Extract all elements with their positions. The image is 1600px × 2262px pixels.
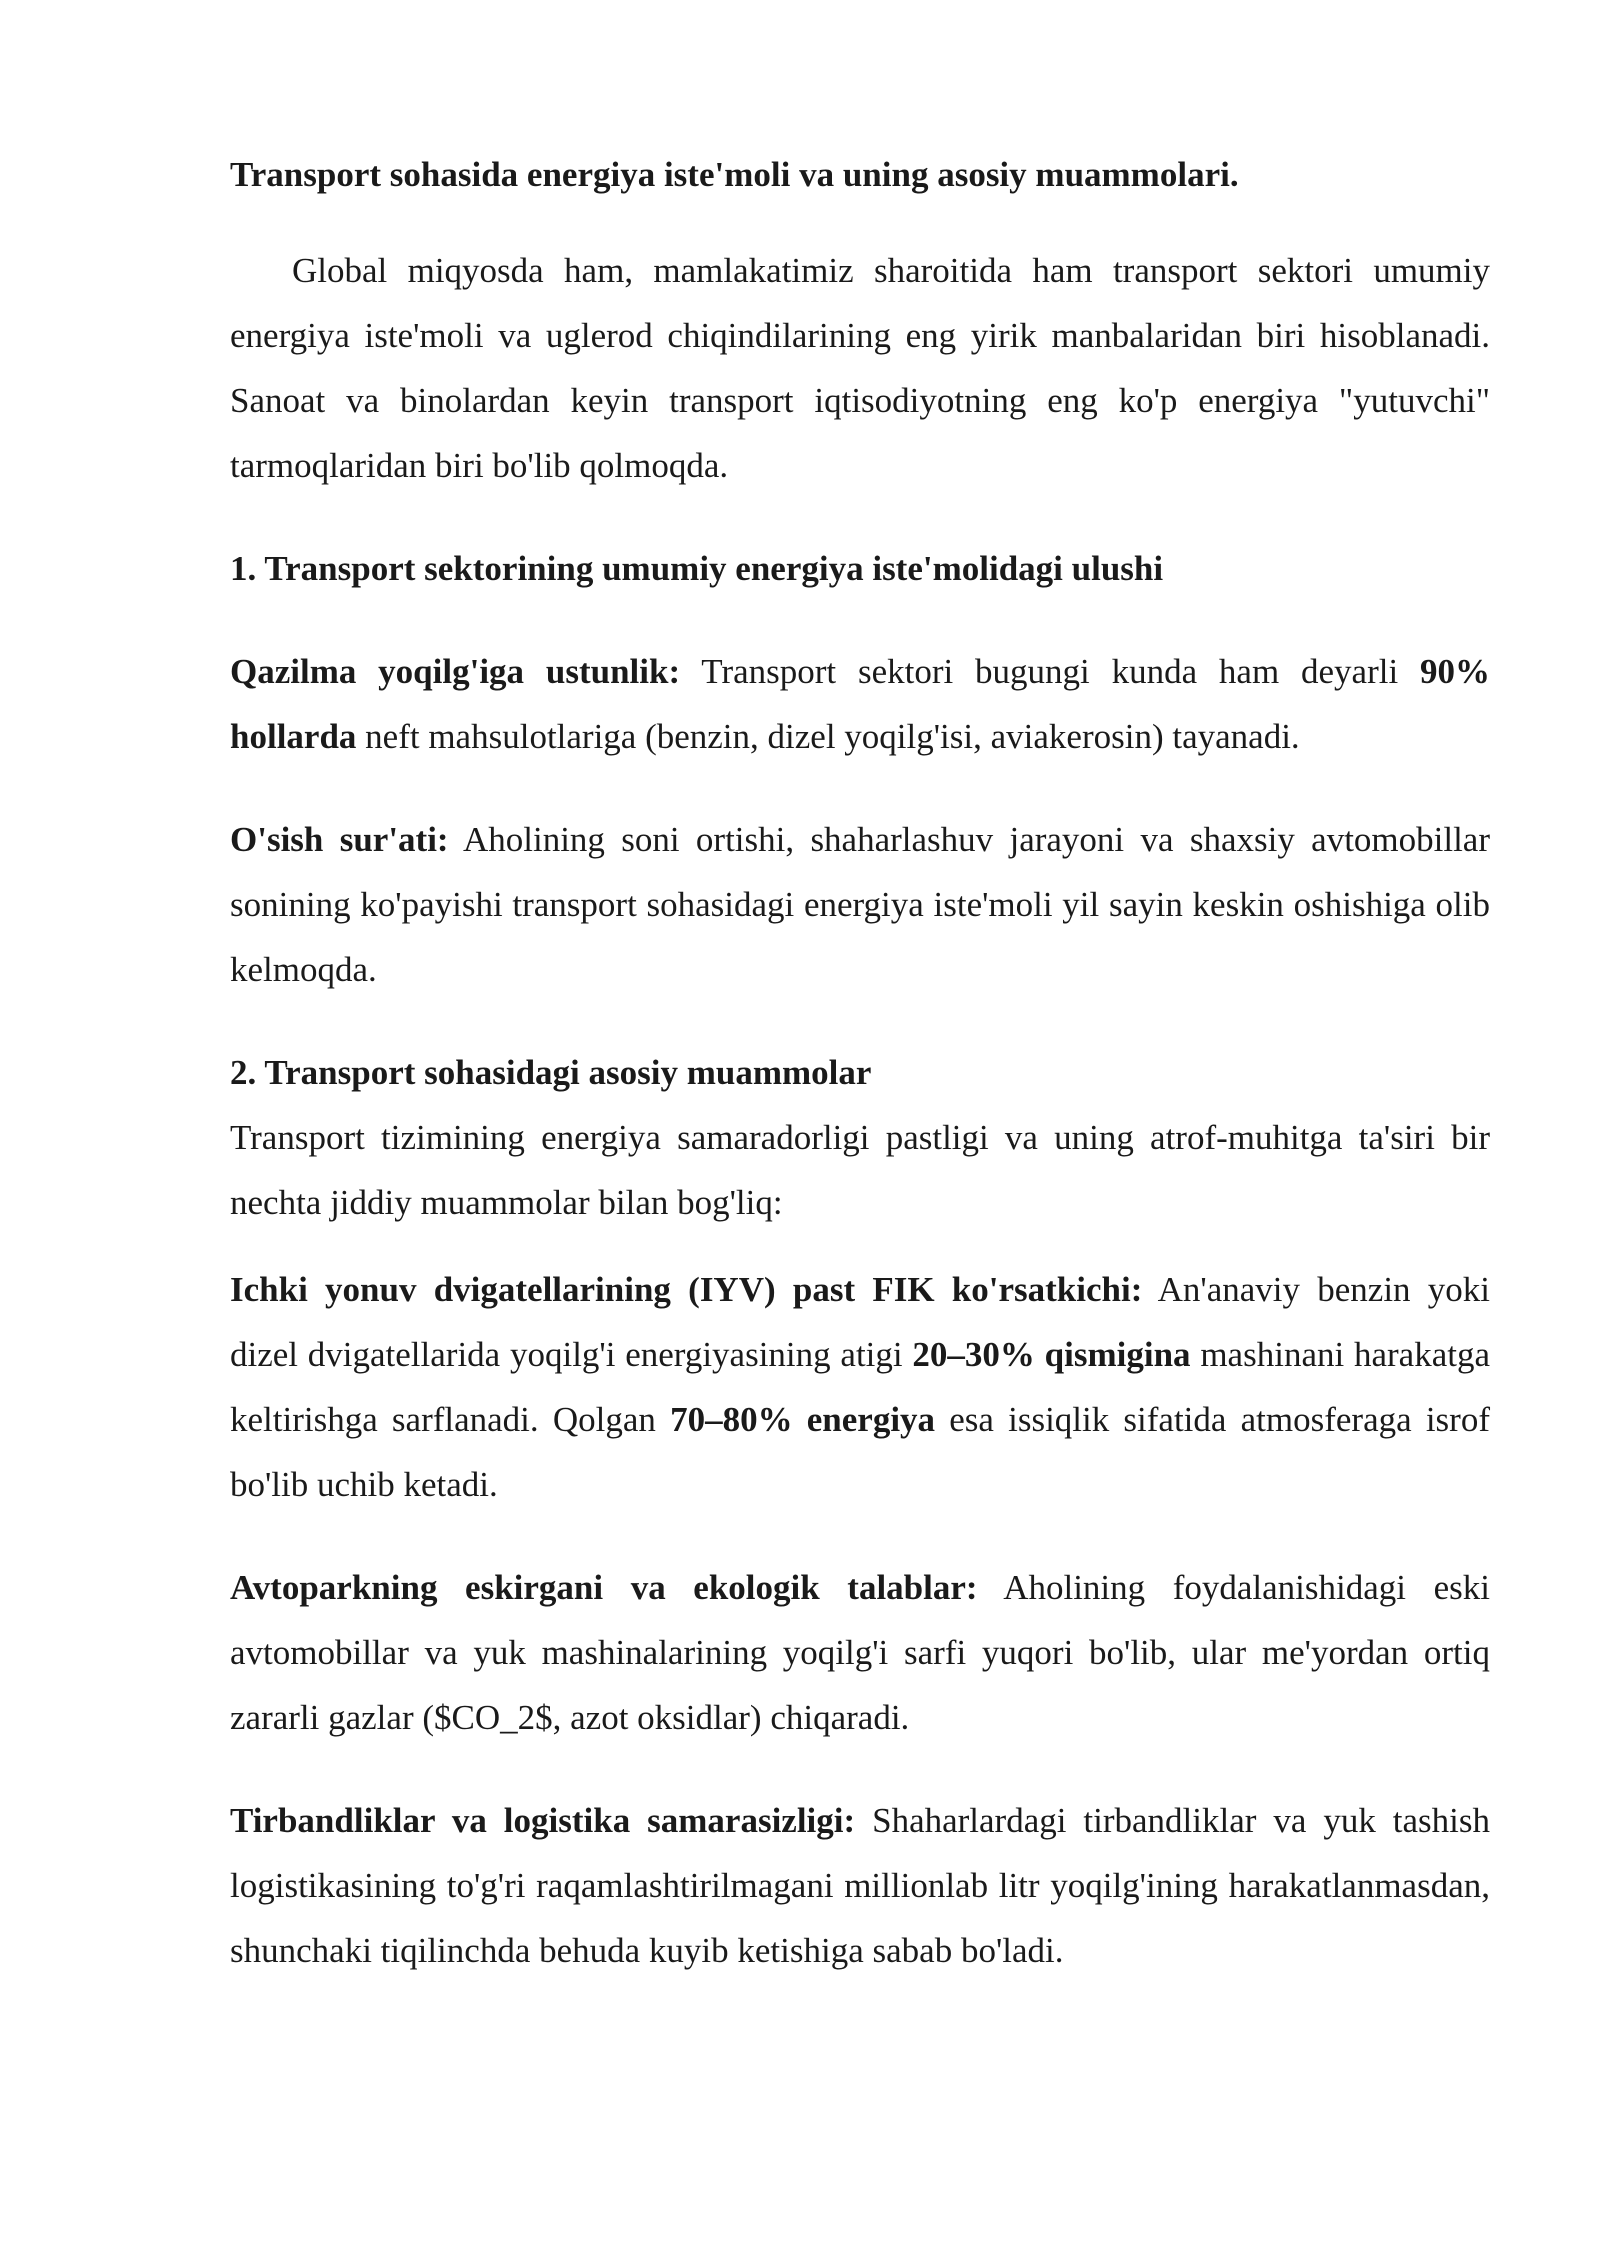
item-label: Avtoparkning eskirgani va ekologik talablar: [230, 1568, 978, 1607]
section-1-item-growth-rate [230, 807, 1490, 1002]
item-text: Aholining foydalanishidagi eski avtomobillar va yuk mashinalarining yoqilg'i sarfi yuqori bo'lib, ular me'yordan ortiq zararli gazlar ($CO_2$, azot oksidlar) chiqaradi. [230, 1568, 1490, 1737]
item-text: Transport sektori bugungi kunda ham deyarli [680, 652, 1421, 691]
section-2-heading: 2. Transport sohasidagi asosiy muammolar [230, 1053, 872, 1092]
section-2-item-traffic-logistics [230, 1788, 1490, 1983]
section-2-item-aging-fleet [230, 1555, 1490, 1750]
item-label: Ichki yonuv dvigatellarining (IYV) past FIK ko'rsatkichi: [230, 1270, 1143, 1309]
section-1-heading: 1. Transport sektorining umumiy energiya iste'molidagi ulushi [230, 549, 1164, 588]
item-label: O'sish sur'ati: [230, 820, 449, 859]
item-text: esa issiqlik sifatida atmosferaga isrof bo'lib uchib ketadi. [230, 1400, 1490, 1504]
item-text: An'anaviy benzin yoki dizel dvigatellarida yoqilg'i energiyasining atigi [230, 1270, 1490, 1374]
document-page [230, 150, 1490, 2021]
item-label: Tirbandliklar va logistika samarasizligi: [230, 1801, 856, 1840]
item-emphasis: 70–80% energiya [670, 1400, 936, 1439]
item-text: neft mahsulotlariga (benzin, dizel yoqilg'isi, aviakerosin) tayanadi. [356, 717, 1300, 756]
item-label: Qazilma yoqilg'iga ustunlik: [230, 652, 681, 691]
item-text: Shaharlardagi tirbandliklar va yuk tashish logistikasining to'g'ri raqamlashtirilmagani millionlab litr yoqilg'ining harakatlanmasdan, shunchaki tiqilinchda behuda kuyib ketishiga sabab bo'ladi. [230, 1801, 1491, 1970]
item-text: Aholining soni ortishi, shaharlashuv jarayoni va shaxsiy avtomobillar sonining ko'payishi transport sohasidagi energiya iste'moli yil sayin keskin oshishiga olib kelmoqda. [230, 820, 1491, 989]
item-emphasis: 20–30% qismigina [912, 1335, 1191, 1374]
section-2-intro: Transport tizimining energiya samaradorligi pastligi va uning atrof-muhitga ta'siri bir nechta jiddiy muammolar bilan bog'liq: [230, 1118, 1490, 1222]
item-emphasis: 90% hollarda [230, 652, 1491, 756]
document-title: Transport sohasida energiya iste'moli va uning asosiy muammolari. [230, 155, 1239, 194]
section-1-item-fossil-fuel [230, 639, 1490, 769]
section-2-item-engine-efficiency [230, 1257, 1490, 1517]
item-text: mashinani harakatga keltirishga sarflanadi. Qolgan [230, 1335, 1490, 1439]
intro-paragraph: Global miqyosda ham, mamlakatimiz sharoitida ham transport sektori umumiy energiya iste'moli va uglerod chiqindilarining eng yirik manbalaridan biri hisoblanadi. Sanoat va binolardan keyin transport iqtisodiyotning eng ko'p energiya "yutuvchi" tarmoqlaridan biri bo'lib qolmoqda. [230, 251, 1490, 485]
